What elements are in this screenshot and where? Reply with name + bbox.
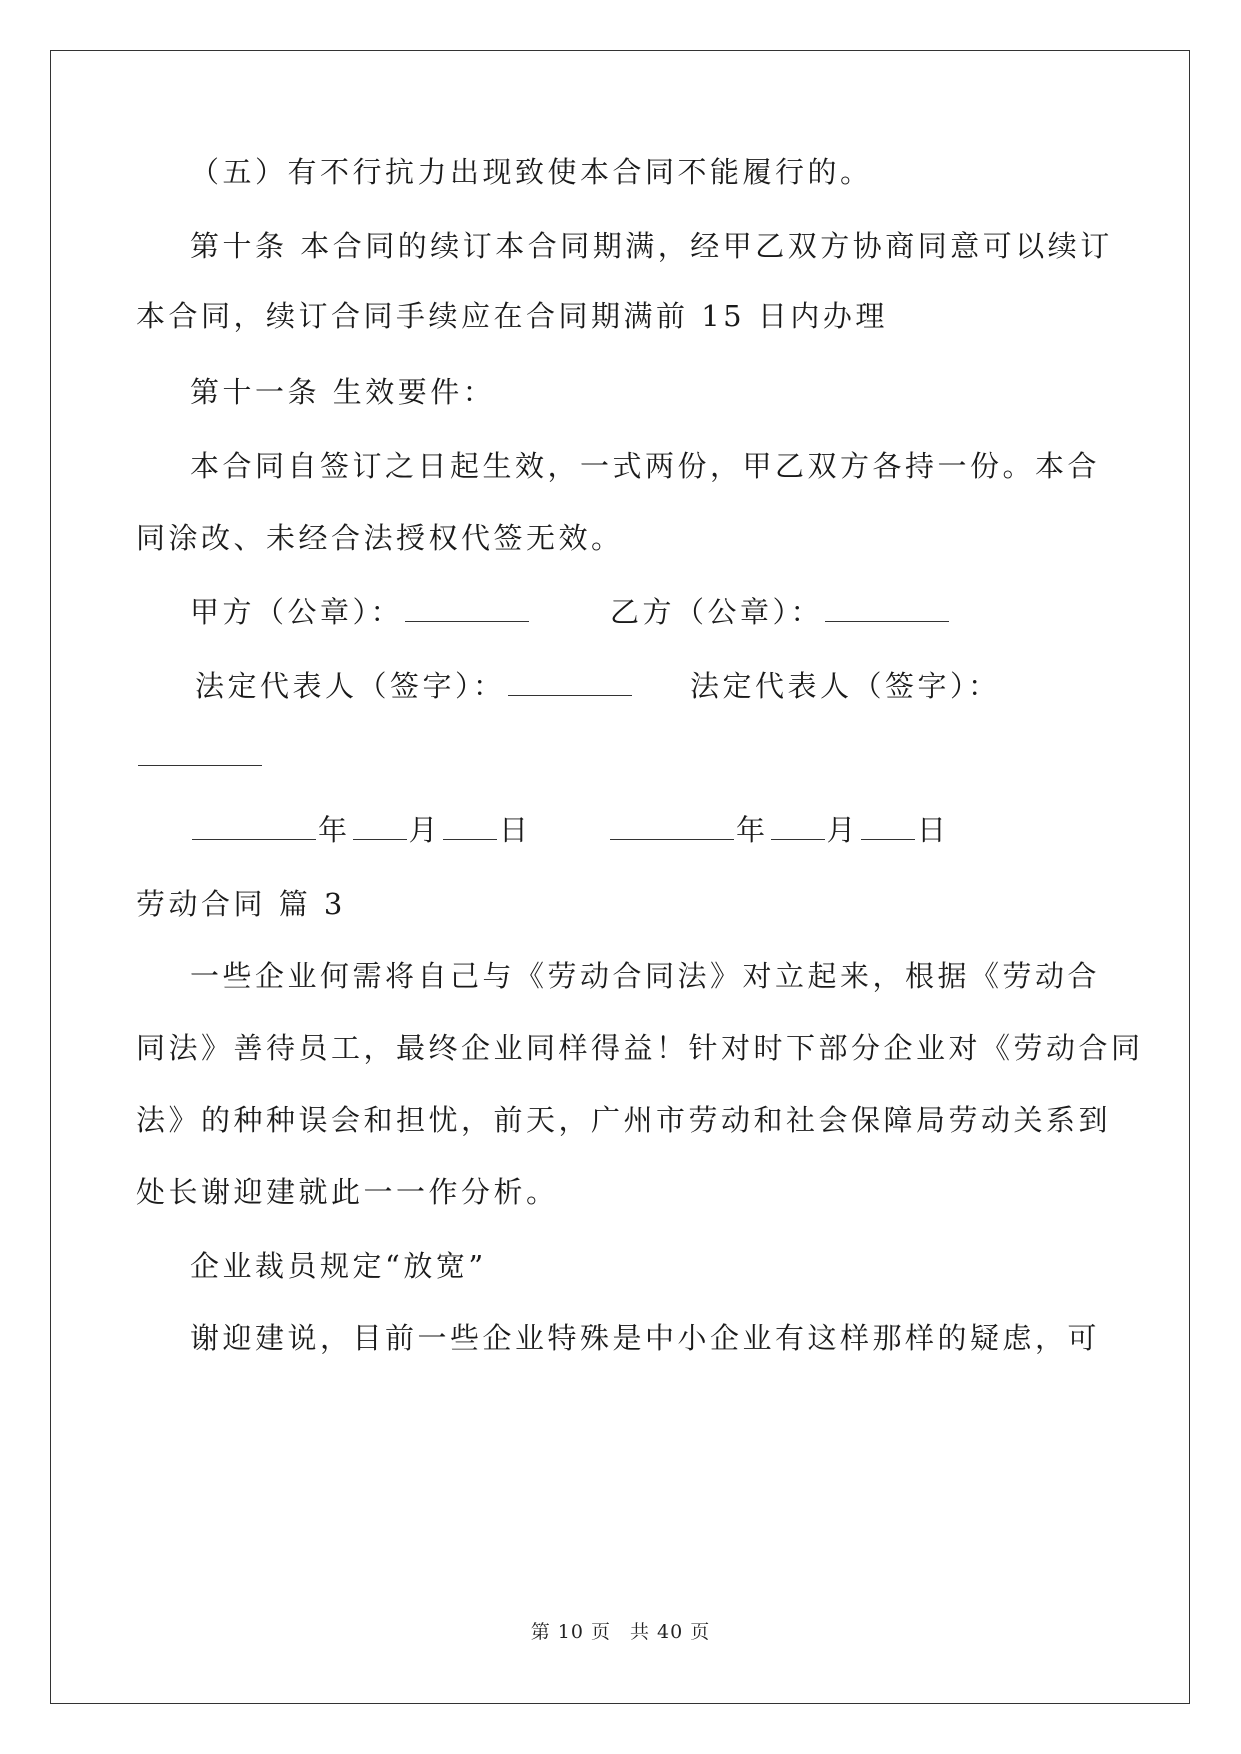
rep-a-blank xyxy=(508,669,632,696)
rep-a-label: 法定代表人（签字）： xyxy=(195,669,506,703)
date-a-year: 年 xyxy=(318,813,351,847)
article-10-line2: 本合同，续订合同手续应在合同期满前 15 日内办理 xyxy=(136,299,888,333)
date-b-month-blank xyxy=(771,813,825,840)
total-pages: 共 40 页 xyxy=(630,1621,711,1643)
intro-line1: 一些企业何需将自己与《劳动合同法》对立起来，根据《劳动合 xyxy=(190,959,1101,993)
intro-line4: 处长谢迎建就此一一作分析。 xyxy=(136,1175,559,1209)
party-b-blank xyxy=(825,595,949,622)
intro-line2: 同法》善待员工，最终企业同样得益！针对时下部分企业对《劳动合同 xyxy=(136,1031,1144,1065)
date-b-year-blank xyxy=(610,813,734,840)
page-footer xyxy=(0,1617,1241,1644)
body-line: 谢迎建说，目前一些企业特殊是中小企业有这样那样的疑虑，可 xyxy=(190,1321,1101,1355)
rep-b-label: 法定代表人（签字）： xyxy=(690,669,1001,703)
date-b-year: 年 xyxy=(736,813,769,847)
date-b-day: 日 xyxy=(917,813,950,847)
party-a-blank xyxy=(405,595,529,622)
rep-b-blank-line xyxy=(136,736,264,776)
rep-a-sign xyxy=(195,666,634,706)
date-a-month-blank xyxy=(353,813,407,840)
article-11-heading: 第十一条 生效要件： xyxy=(190,375,496,409)
party-a-label: 甲方（公章）： xyxy=(190,595,404,629)
date-b-month: 月 xyxy=(826,813,860,847)
effect-line2: 同涂改、未经合法授权代签无效。 xyxy=(136,521,624,555)
date-a-day: 日 xyxy=(499,813,532,847)
section-title: 劳动合同 篇 3 xyxy=(136,887,346,921)
date-b xyxy=(608,810,950,850)
intro-line3: 法》的种种误会和担忧，前天，广州市劳动和社会保障局劳动关系到 xyxy=(136,1103,1112,1137)
date-a-day-blank xyxy=(443,813,497,840)
date-a-year-blank xyxy=(192,813,316,840)
rep-b-blank xyxy=(138,739,262,766)
effect-line1: 本合同自签订之日起生效，一式两份，甲乙双方各持一份。本合 xyxy=(190,449,1101,483)
date-b-day-blank xyxy=(861,813,915,840)
page-number: 第 10 页 xyxy=(530,1621,611,1643)
article-10-line1: 第十条 本合同的续订本合同期满，经甲乙双方协商同意可以续订 xyxy=(190,229,1113,263)
party-b-label: 乙方（公章）： xyxy=(610,595,824,629)
party-a-seal xyxy=(190,592,531,632)
date-a xyxy=(190,810,532,850)
date-a-month: 月 xyxy=(408,813,442,847)
clause-5-item: （五）有不行抗力出现致使本合同不能履行的。 xyxy=(190,155,873,189)
subheading: 企业裁员规定“放宽” xyxy=(190,1249,487,1283)
party-b-seal xyxy=(610,592,951,632)
